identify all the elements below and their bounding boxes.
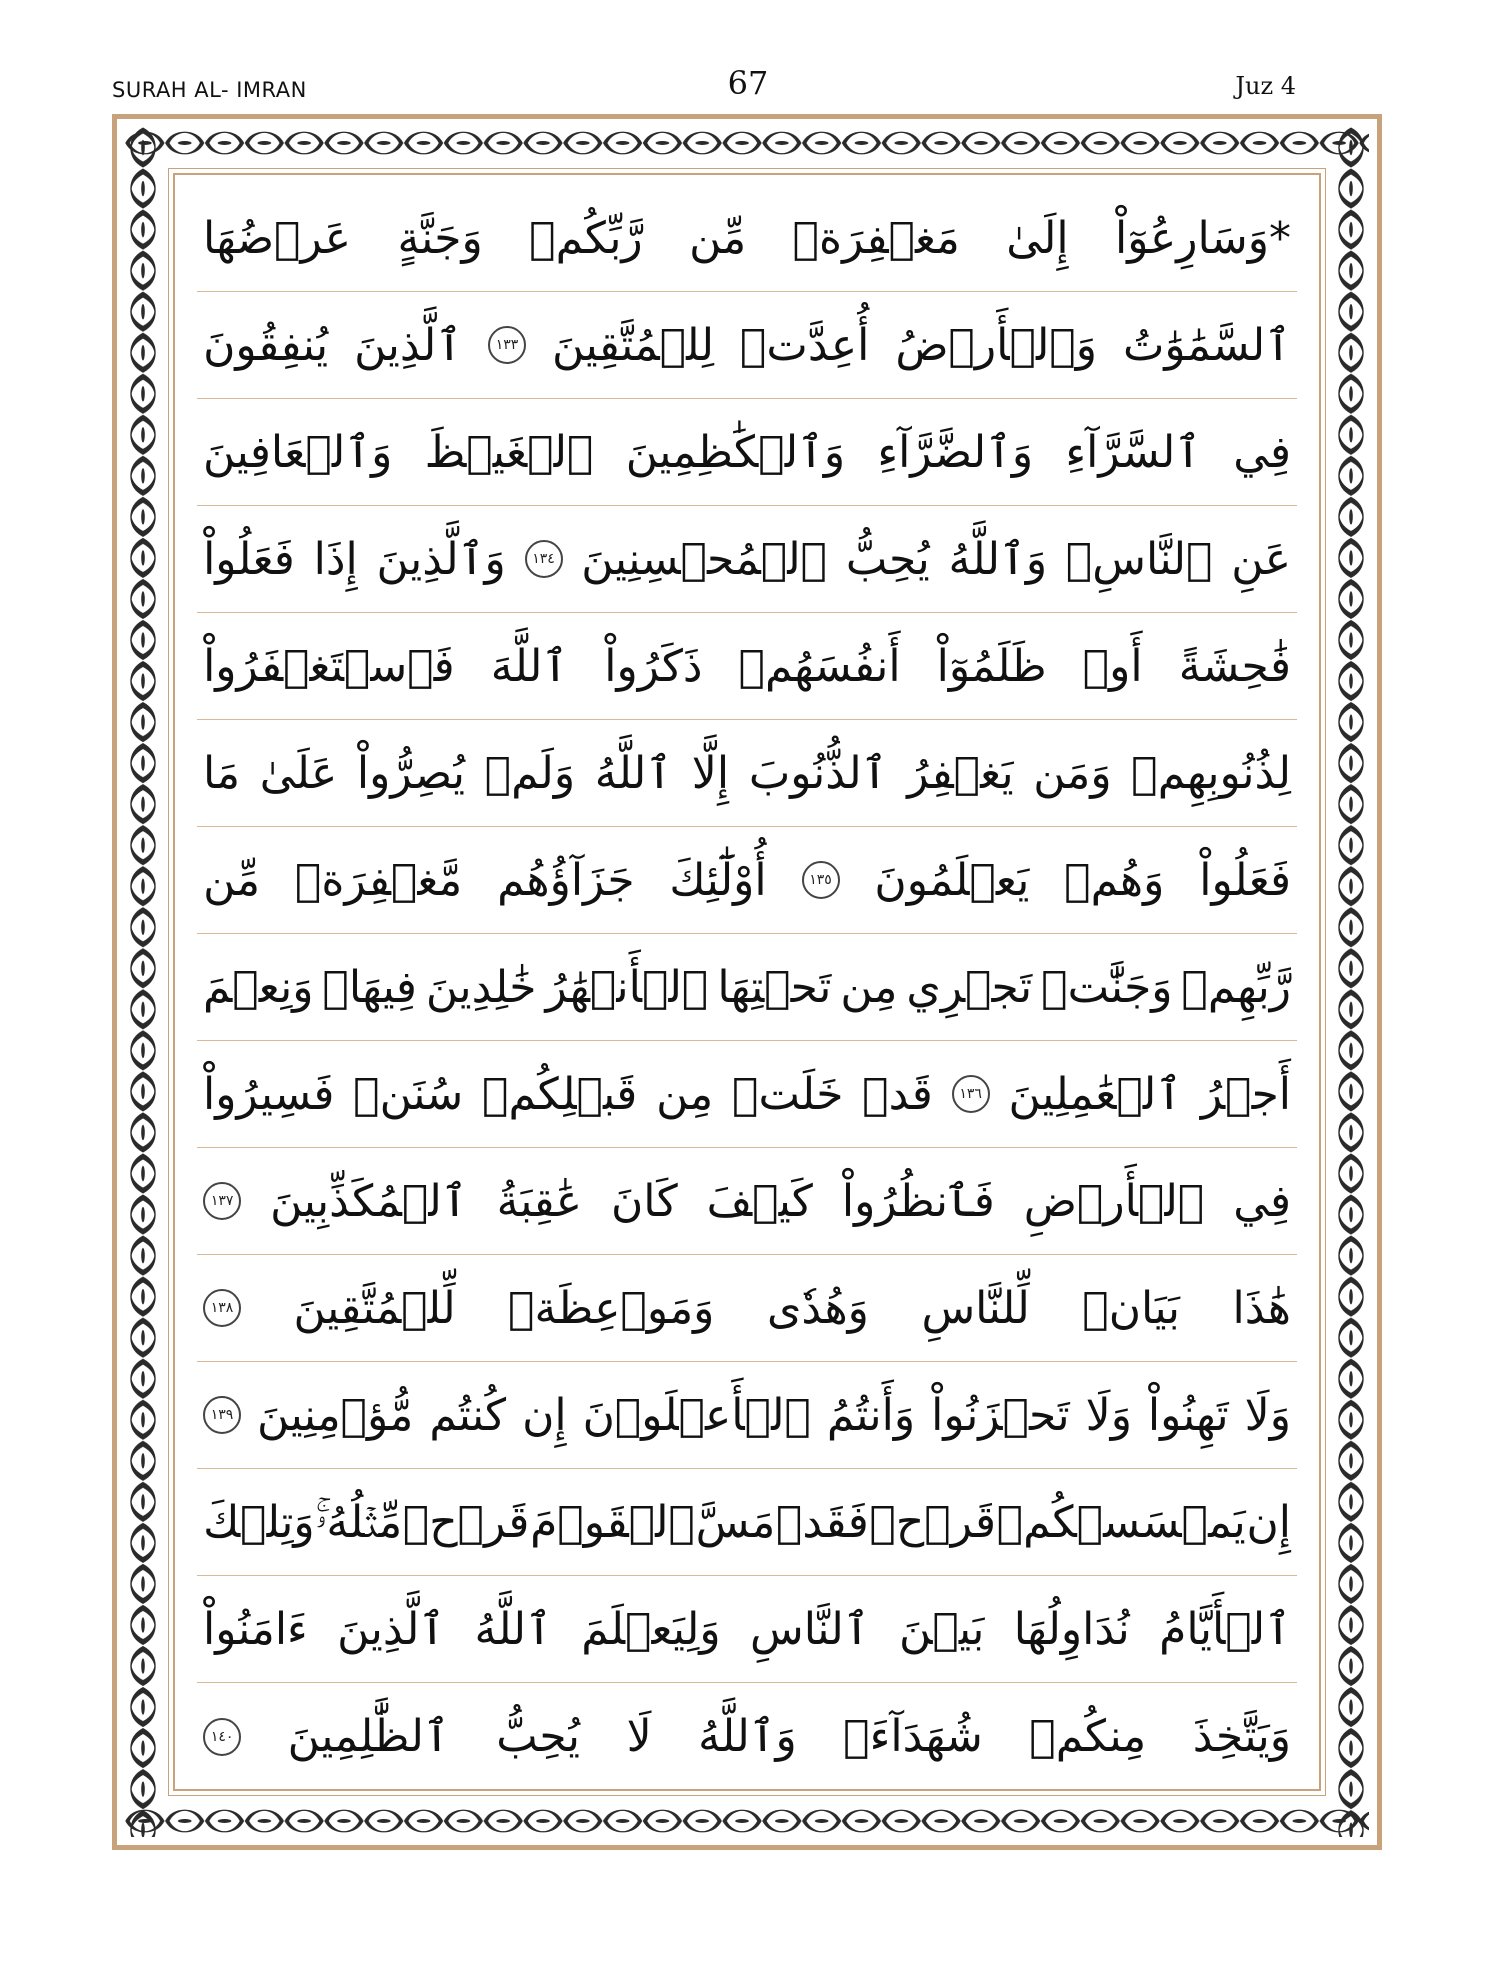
verse-word: ٱلۡأَعۡلَوۡنَ bbox=[582, 1389, 811, 1441]
verse-word: وَلَمۡ bbox=[484, 747, 576, 799]
verse-word: تَجۡرِي bbox=[906, 961, 1033, 1013]
verse-line bbox=[197, 1362, 1297, 1469]
verse-word: ٱللَّهَ bbox=[490, 640, 569, 692]
verse-word: ٱلسَّرَّآءِ bbox=[1065, 426, 1202, 478]
verse-word: قَبۡلِكُمۡ bbox=[482, 1068, 638, 1120]
verse-word: وَنِعۡمَ bbox=[203, 961, 314, 1013]
verse-word: فَٱنظُرُواْ bbox=[841, 1175, 995, 1227]
verse-word: إِن bbox=[1246, 1496, 1291, 1548]
verse-lines bbox=[197, 185, 1297, 1790]
verse-word: وَٱللَّهُ bbox=[948, 533, 1048, 585]
text-panel bbox=[173, 173, 1321, 1791]
verse-word: خَلَتۡ bbox=[732, 1068, 844, 1120]
verse-word: لِلۡمُتَّقِينَ bbox=[551, 319, 715, 371]
verse-word: مِّن bbox=[689, 212, 747, 264]
verse-word: وَلَا bbox=[1085, 1389, 1132, 1441]
verse-word: ٱلۡعَٰمِلِينَ bbox=[1008, 1068, 1183, 1120]
verse-word: قَرۡحٞ bbox=[869, 1496, 997, 1548]
verse-word: وَٱلَّذِينَ bbox=[376, 533, 506, 585]
verse-word: وَمَن bbox=[1033, 747, 1112, 799]
verse-word: يُحِبُّ bbox=[496, 1711, 581, 1762]
verse-word: ٱلۡمُحۡسِنِينَ bbox=[581, 533, 828, 585]
verse-word: فَقَدۡ bbox=[776, 1496, 869, 1548]
ayah-number-medallion-icon: ١٤٠ bbox=[203, 1718, 241, 1756]
verse-word: ٱلۡأَيَّامُ bbox=[1159, 1603, 1291, 1655]
verse-word: وَٱلۡعَافِينَ bbox=[203, 426, 393, 478]
verse-word: وَٱلۡكَٰظِمِينَ bbox=[625, 426, 846, 478]
verse-word: عَلَىٰ bbox=[259, 747, 338, 799]
verse-word: يُصِرُّواْ bbox=[356, 747, 466, 799]
verse-word: وَلِيَعۡلَمَ bbox=[581, 1603, 721, 1655]
verse-word: يُحِبُّ bbox=[845, 533, 930, 585]
page-header bbox=[0, 58, 1496, 118]
verse-line bbox=[197, 399, 1297, 506]
verse-word: ٱلۡقَوۡمَ bbox=[530, 1496, 695, 1548]
verse-word: ٱللَّهُ bbox=[594, 747, 673, 799]
verse-word: ٱلۡأَرۡضِ bbox=[1023, 1175, 1205, 1227]
verse-word: خَٰلِدِينَ bbox=[425, 961, 537, 1013]
verse-word: رَّبِّكُمۡ bbox=[529, 212, 643, 264]
verse-word: *وَسَارِعُوٓاْ bbox=[1115, 212, 1291, 264]
verse-word: هَٰذَا bbox=[1232, 1282, 1291, 1334]
verse-line bbox=[197, 720, 1297, 827]
verse-word: مِّثۡلُهُۥۚ bbox=[315, 1496, 403, 1548]
juz-label: Juz 4 bbox=[1235, 72, 1296, 100]
verse-word: وَلَا bbox=[1244, 1389, 1291, 1441]
verse-word: فِي bbox=[1233, 1175, 1291, 1227]
verse-word: أَجۡرُ bbox=[1200, 1068, 1291, 1120]
verse-word: بَيۡنَ bbox=[899, 1603, 985, 1655]
verse-word: نُدَاوِلُهَا bbox=[1013, 1603, 1130, 1655]
verse-word: ٱللَّهُ bbox=[474, 1603, 552, 1655]
verse-word: لِّلۡمُتَّقِينَ bbox=[293, 1282, 456, 1334]
verse-line bbox=[197, 1255, 1297, 1362]
verse-word: ٱلَّذِينَ bbox=[337, 1603, 446, 1655]
verse-word: وَجَنَّٰتٞ bbox=[1041, 961, 1173, 1013]
verse-word: قَرۡحٞ bbox=[402, 1496, 530, 1548]
verse-line bbox=[197, 292, 1297, 399]
floral-border-right-icon bbox=[1331, 127, 1371, 1837]
verse-word: وَيَتَّخِذَ bbox=[1192, 1711, 1291, 1762]
ayah-number-medallion-icon: ١٣٩ bbox=[203, 1396, 241, 1434]
verse-word: ٱلسَّمَٰوَٰتُ bbox=[1122, 319, 1291, 371]
verse-word: أَوۡ bbox=[1082, 640, 1143, 692]
verse-word: مُّؤۡمِنِينَ bbox=[257, 1389, 414, 1441]
verse-word: لِذُنُوبِهِمۡ bbox=[1131, 747, 1291, 799]
verse-word: إِن bbox=[522, 1389, 567, 1441]
verse-word: تَحۡتِهَا bbox=[717, 961, 832, 1013]
verse-line bbox=[197, 506, 1297, 613]
verse-word: عَنِ bbox=[1231, 533, 1291, 585]
ayah-number-medallion-icon: ١٣٨ bbox=[203, 1289, 241, 1327]
verse-word: كُنتُم bbox=[429, 1389, 507, 1441]
verse-word: سُنَنٞ bbox=[353, 1068, 464, 1120]
verse-word: تَحۡزَنُواْ bbox=[931, 1389, 1070, 1441]
verse-word: شُهَدَآءَۗ bbox=[843, 1711, 983, 1762]
floral-border-left-icon bbox=[123, 127, 163, 1837]
verse-word: كَانَ bbox=[610, 1175, 678, 1227]
verse-line bbox=[197, 934, 1297, 1041]
verse-word: فَسِيرُواْ bbox=[203, 1068, 335, 1120]
verse-word: إِلَّا bbox=[691, 747, 730, 799]
verse-word: وَتِلۡكَ bbox=[203, 1496, 315, 1548]
verse-word: ظَلَمُوٓاْ bbox=[936, 640, 1047, 692]
verse-word: عَٰقِبَةُ bbox=[496, 1175, 582, 1227]
verse-word: ذَكَرُواْ bbox=[604, 640, 703, 692]
verse-word: وَهُمۡ bbox=[1064, 854, 1165, 906]
verse-word: وَٱلضَّرَّآءِ bbox=[877, 426, 1034, 478]
verse-word: ٱلَّذِينَ bbox=[354, 319, 463, 371]
ayah-number-medallion-icon: ١٣٤ bbox=[525, 540, 563, 578]
verse-word: مِن bbox=[840, 961, 898, 1013]
verse-word: لَا bbox=[626, 1711, 652, 1762]
verse-word: ٱلنَّاسِۗ bbox=[1065, 533, 1213, 585]
ayah-number-medallion-icon: ١٣٥ bbox=[802, 861, 840, 899]
verse-word: فِي bbox=[1233, 426, 1291, 478]
verse-word: وَمَوۡعِظَةٞ bbox=[508, 1282, 715, 1334]
verse-line bbox=[197, 1576, 1297, 1683]
verse-word: ٱلظَّٰلِمِينَ bbox=[287, 1711, 450, 1762]
verse-word: أُوْلَٰٓئِكَ bbox=[669, 854, 767, 906]
floral-border-top-icon bbox=[125, 125, 1369, 161]
verse-word: وَٱللَّهُ bbox=[698, 1711, 797, 1762]
page-number: 67 bbox=[727, 64, 769, 102]
verse-word: كَيۡفَ bbox=[706, 1175, 813, 1227]
verse-line bbox=[197, 1469, 1297, 1576]
verse-word: رَّبِّهِمۡ bbox=[1181, 961, 1291, 1013]
verse-word: مَغۡفِرَةٖ bbox=[792, 212, 960, 264]
verse-word: ٱلۡغَيۡظَ bbox=[424, 426, 594, 478]
verse-word: لِّلنَّاسِ bbox=[921, 1282, 1030, 1334]
verse-word: مِّن bbox=[203, 854, 261, 906]
verse-word: فَٱسۡتَغۡفَرُواْ bbox=[203, 640, 455, 692]
verse-word: وَهُدٗى bbox=[766, 1282, 869, 1334]
verse-line bbox=[197, 827, 1297, 934]
verse-word: ٱلنَّاسِ bbox=[750, 1603, 870, 1655]
verse-word: ٱلۡمُكَذِّبِينَ bbox=[270, 1175, 468, 1227]
verse-line bbox=[197, 1148, 1297, 1255]
ayah-number-medallion-icon: ١٣٦ bbox=[952, 1075, 990, 1113]
floral-border-bottom-icon bbox=[125, 1803, 1369, 1839]
verse-line bbox=[197, 613, 1297, 720]
verse-word: ءَامَنُواْ bbox=[203, 1603, 308, 1655]
verse-word: وَجَنَّةٍ bbox=[397, 212, 483, 264]
verse-word: عَرۡضُهَا bbox=[203, 212, 351, 264]
verse-word: فَٰحِشَةً bbox=[1178, 640, 1291, 692]
ayah-number-medallion-icon: ١٣٧ bbox=[203, 1182, 241, 1220]
page-frame bbox=[112, 114, 1382, 1850]
verse-word: يَغۡفِرُ bbox=[907, 747, 1014, 799]
verse-word: تَهِنُواْ bbox=[1147, 1389, 1229, 1441]
verse-word: يُنفِقُونَ bbox=[203, 319, 329, 371]
verse-word: يَمۡسَسۡكُمۡ bbox=[996, 1496, 1246, 1548]
verse-word: وَٱلۡأَرۡضُ bbox=[895, 319, 1098, 371]
verse-word: يَعۡلَمُونَ bbox=[874, 854, 1030, 906]
verse-line bbox=[197, 1041, 1297, 1148]
verse-word: مَا bbox=[203, 747, 241, 799]
verse-word: أَنفُسَهُمۡ bbox=[738, 640, 901, 692]
surah-title: SURAH AL- IMRAN bbox=[112, 78, 307, 102]
verse-word: إِلَىٰ bbox=[1006, 212, 1069, 264]
verse-word: مَسَّ bbox=[695, 1496, 776, 1548]
verse-word: إِذَا bbox=[313, 533, 358, 585]
verse-word: فَعَلُواْ bbox=[203, 533, 295, 585]
verse-word: بَيَانٞ bbox=[1082, 1282, 1180, 1334]
ayah-number-medallion-icon: ١٣٣ bbox=[488, 326, 526, 364]
verse-word: وَأَنتُمُ bbox=[826, 1389, 916, 1441]
verse-word: مِنكُمۡ bbox=[1029, 1711, 1147, 1762]
verse-word: أُعِدَّتۡ bbox=[740, 319, 870, 371]
verse-word: مِن bbox=[656, 1068, 714, 1120]
verse-word: فِيهَاۚ bbox=[322, 961, 417, 1013]
verse-word: ٱلۡأَنۡهَٰرُ bbox=[545, 961, 709, 1013]
verse-word: مَّغۡفِرَةٞ bbox=[295, 854, 463, 906]
verse-word: جَزَآؤُهُم bbox=[497, 854, 635, 906]
verse-line bbox=[197, 1683, 1297, 1790]
verse-word: قَدۡ bbox=[862, 1068, 933, 1120]
verse-word: فَعَلُواْ bbox=[1199, 854, 1291, 906]
verse-word: ٱلذُّنُوبَ bbox=[748, 747, 888, 799]
verse-line bbox=[197, 185, 1297, 292]
